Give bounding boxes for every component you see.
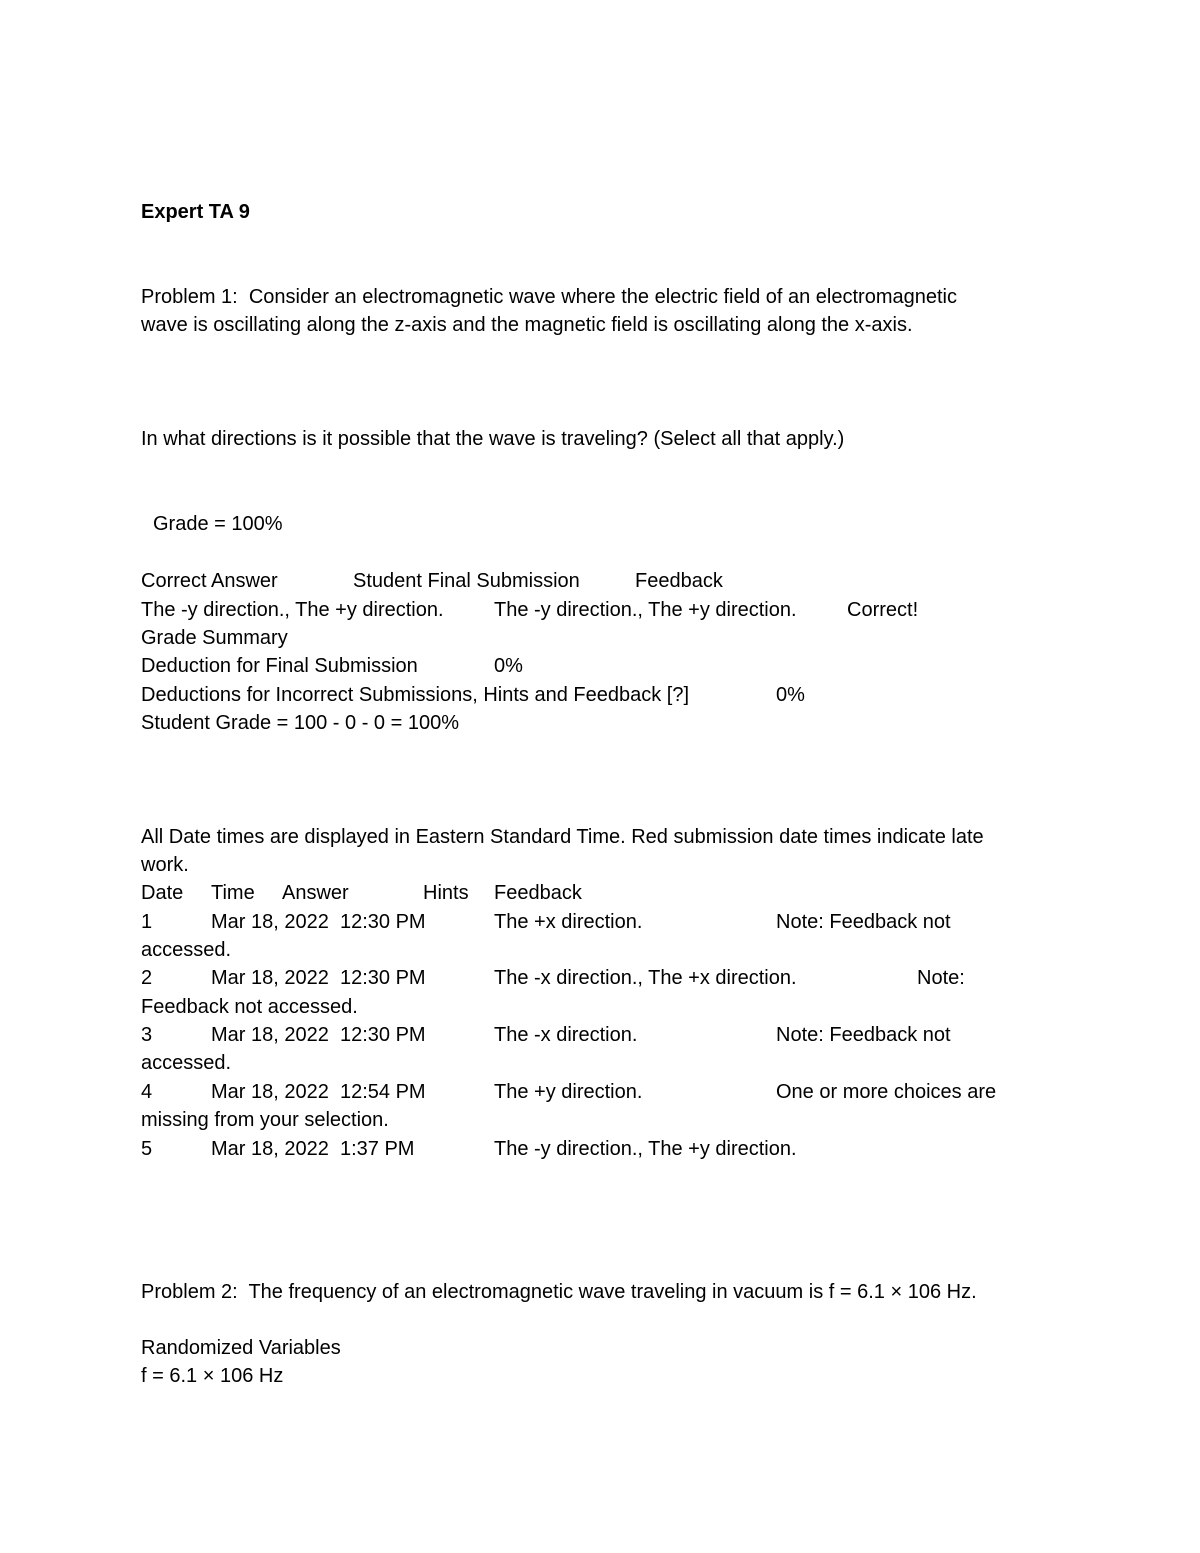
history-row-feedback-cont: accessed. — [141, 939, 232, 961]
history-header-date: Date — [141, 882, 184, 904]
history-header-answer: Answer — [282, 882, 349, 904]
summary-student-submission: The -y direction., The +y direction. — [494, 599, 797, 621]
history-row-answer: The +y direction. — [494, 1081, 643, 1103]
history-row-number: 1 — [141, 911, 153, 933]
history-row-datetime: Mar 18, 2022 12:30 PM — [211, 911, 426, 933]
history-row-feedback: One or more choices are — [776, 1081, 997, 1103]
history-row-datetime: Mar 18, 2022 12:30 PM — [211, 1024, 426, 1046]
history-row-feedback-cont: Feedback not accessed. — [141, 996, 358, 1018]
history-row-number: 2 — [141, 967, 153, 989]
history-row-feedback: Note: — [917, 967, 965, 989]
grade-summary-label: Grade Summary — [141, 627, 288, 649]
problem1-question: In what directions is it possible that the wave is traveling? (Select all that apply.) — [141, 428, 845, 450]
history-header-feedback: Feedback — [494, 882, 582, 904]
summary-feedback: Correct! — [847, 599, 919, 621]
history-header-hints: Hints — [423, 882, 469, 904]
randomized-variable-f: f = 6.1 × 106 Hz — [141, 1365, 284, 1387]
history-header-time: Time — [211, 882, 255, 904]
history-row-number: 5 — [141, 1138, 153, 1160]
summary-correct-answer: The -y direction., The +y direction. — [141, 599, 444, 621]
deduction-incorrect-label: Deductions for Incorrect Submissions, Hints and Feedback [?] — [141, 684, 690, 706]
problem2-statement: Problem 2: The frequency of an electromagnetic wave traveling in vacuum is f = 6.1 × 106 Hz. — [141, 1281, 977, 1303]
history-row-answer: The -x direction. — [494, 1024, 638, 1046]
header-student-final-submission: Student Final Submission — [353, 570, 580, 592]
history-row-datetime: Mar 18, 2022 12:30 PM — [211, 967, 426, 989]
history-row-feedback: Note: Feedback not — [776, 911, 951, 933]
history-row-feedback: Note: Feedback not — [776, 1024, 951, 1046]
history-row-answer: The -y direction., The +y direction. — [494, 1138, 797, 1160]
history-note-line1: All Date times are displayed in Eastern Standard Time. Red submission date times indicate late — [141, 826, 984, 848]
deduction-final-label: Deduction for Final Submission — [141, 655, 418, 677]
history-row-feedback-cont: missing from your selection. — [141, 1109, 389, 1131]
history-row-number: 3 — [141, 1024, 153, 1046]
problem1-statement-line2: wave is oscillating along the z-axis and the magnetic field is oscillating along the x-axis. — [141, 314, 913, 336]
history-row-answer: The -x direction., The +x direction. — [494, 967, 797, 989]
history-row-answer: The +x direction. — [494, 911, 643, 933]
deduction-incorrect-value: 0% — [776, 684, 805, 706]
deduction-final-value: 0% — [494, 655, 523, 677]
header-feedback: Feedback — [635, 570, 723, 592]
problem1-statement-line1: Problem 1: Consider an electromagnetic wave where the electric field of an electromagnetic — [141, 286, 957, 308]
problem1-grade: Grade = 100% — [153, 513, 283, 535]
history-row-datetime: Mar 18, 2022 12:54 PM — [211, 1081, 426, 1103]
randomized-variables-label: Randomized Variables — [141, 1337, 341, 1359]
document-title: Expert TA 9 — [141, 201, 250, 223]
student-grade: Student Grade = 100 - 0 - 0 = 100% — [141, 712, 459, 734]
history-note-line2: work. — [141, 854, 189, 876]
history-row-number: 4 — [141, 1081, 153, 1103]
header-correct-answer: Correct Answer — [141, 570, 278, 592]
history-row-feedback-cont: accessed. — [141, 1052, 232, 1074]
history-row-datetime: Mar 18, 2022 1:37 PM — [211, 1138, 415, 1160]
